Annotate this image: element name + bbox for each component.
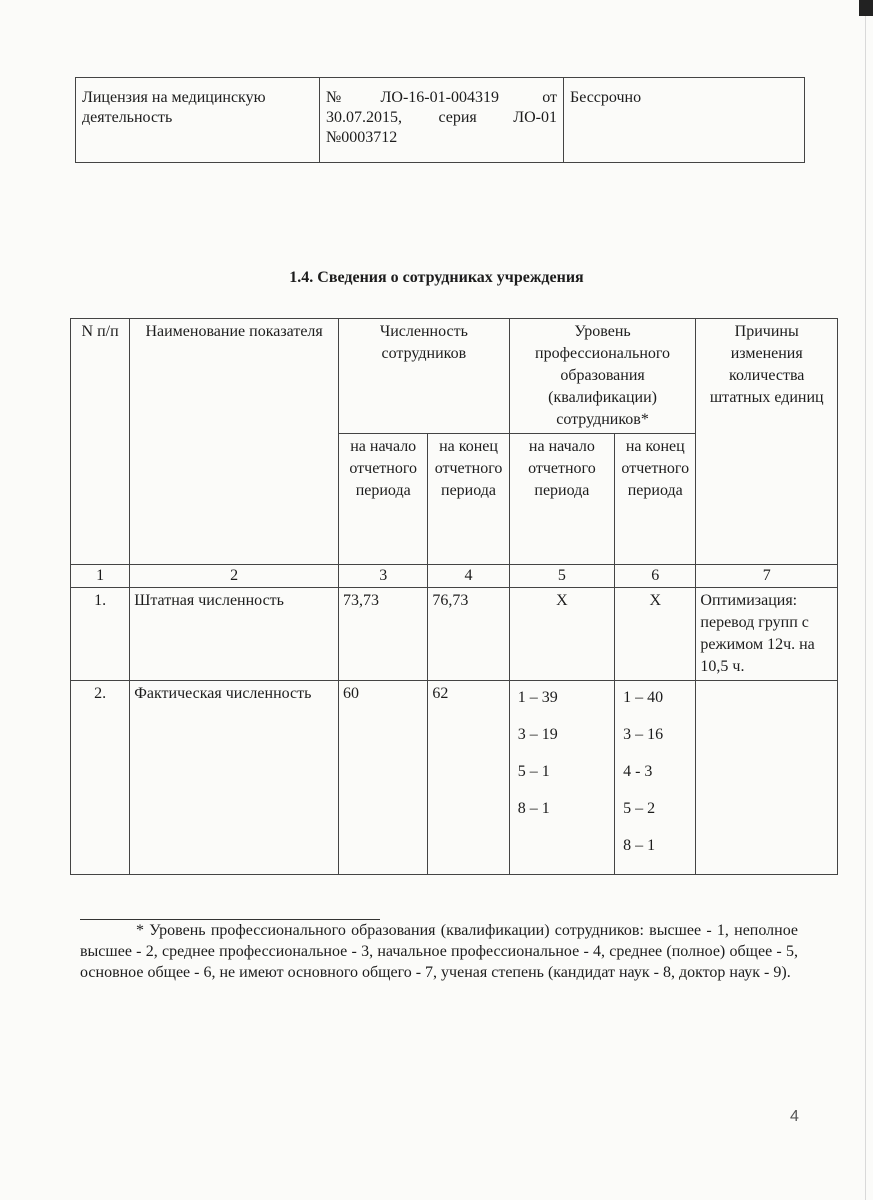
table-row bbox=[71, 681, 838, 875]
license-validity: Бессрочно bbox=[564, 78, 805, 163]
footnote: * Уровень профессионального образования (квалификации) сотрудников: высшее - 1, неполное высшее - 2, среднее профессиональное - 3, начальное профессиональное - 4, среднее (полное) общее - 5, основное общее - 6, не имеют основного общего - 7, ученая степень (кандидат наук - 8, доктор наук - 9). bbox=[80, 922, 798, 981]
row-num: 2. bbox=[71, 681, 130, 875]
column-number: 3 bbox=[339, 565, 428, 588]
row-level-end bbox=[615, 681, 696, 875]
level-entry: 8 – 1 bbox=[517, 800, 550, 817]
row-count-end: 62 bbox=[428, 681, 509, 875]
header-count: Численность сотрудников bbox=[339, 319, 510, 434]
subheader-count-start: на начало отчетного периода bbox=[339, 434, 428, 565]
level-entry: 1 – 40 bbox=[623, 689, 664, 706]
row-count-start: 60 bbox=[339, 681, 428, 875]
scan-edge-line bbox=[865, 0, 866, 1200]
row-name: Фактическая численность bbox=[130, 681, 339, 875]
section-title: 1.4. Сведения о сотрудниках учреждения bbox=[289, 269, 584, 286]
subheader-count-end: на конец отчетного периода bbox=[428, 434, 509, 565]
level-entry: 1 – 39 bbox=[517, 689, 558, 706]
row-reason: Оптимизация: перевод групп с режимом 12ч. на 10,5 ч. bbox=[696, 588, 838, 681]
row-count-start: 73,73 bbox=[339, 588, 428, 681]
row-level-start bbox=[509, 681, 614, 875]
row-name: Штатная численность bbox=[130, 588, 339, 681]
page-number: 4 bbox=[790, 1108, 799, 1125]
column-number: 5 bbox=[509, 565, 614, 588]
column-number-row bbox=[71, 565, 838, 588]
column-number: 2 bbox=[130, 565, 339, 588]
table-row bbox=[71, 588, 838, 681]
row-level-end: X bbox=[615, 588, 696, 681]
column-number: 6 bbox=[615, 565, 696, 588]
column-number: 7 bbox=[696, 565, 838, 588]
subheader-level-start: на начало отчетного периода bbox=[509, 434, 614, 565]
level-entry: 5 – 2 bbox=[623, 800, 656, 817]
header-indicator: Наименование показателя bbox=[130, 319, 339, 565]
column-number: 4 bbox=[428, 565, 509, 588]
level-entry: 8 – 1 bbox=[623, 837, 656, 854]
header-reasons: Причины изменения количества штатных единиц bbox=[696, 319, 838, 565]
row-count-end: 76,73 bbox=[428, 588, 509, 681]
column-number: 1 bbox=[71, 565, 130, 588]
license-table bbox=[75, 77, 805, 163]
level-entry: 4 - 3 bbox=[623, 763, 653, 780]
header-level: Уровень профессионального образования (квалификации) сотрудников* bbox=[509, 319, 696, 434]
row-reason bbox=[696, 681, 838, 875]
level-entry: 5 – 1 bbox=[517, 763, 550, 780]
level-entry: 3 – 16 bbox=[623, 726, 664, 743]
subheader-level-end: на конец отчетного периода bbox=[615, 434, 696, 565]
scan-corner-mark bbox=[859, 0, 873, 16]
staff-table bbox=[70, 318, 838, 875]
header-row bbox=[71, 319, 838, 434]
license-row bbox=[76, 78, 805, 163]
header-num: N п/п bbox=[71, 319, 130, 565]
row-level-start: X bbox=[509, 588, 614, 681]
level-entry: 3 – 19 bbox=[517, 726, 558, 743]
row-num: 1. bbox=[71, 588, 130, 681]
license-number: №ЛО-16-01-004319 от 30.07.2015, серия ЛО-01 №0003712 bbox=[320, 78, 564, 163]
license-label: Лицензия на медицинскую деятельность bbox=[76, 78, 320, 163]
